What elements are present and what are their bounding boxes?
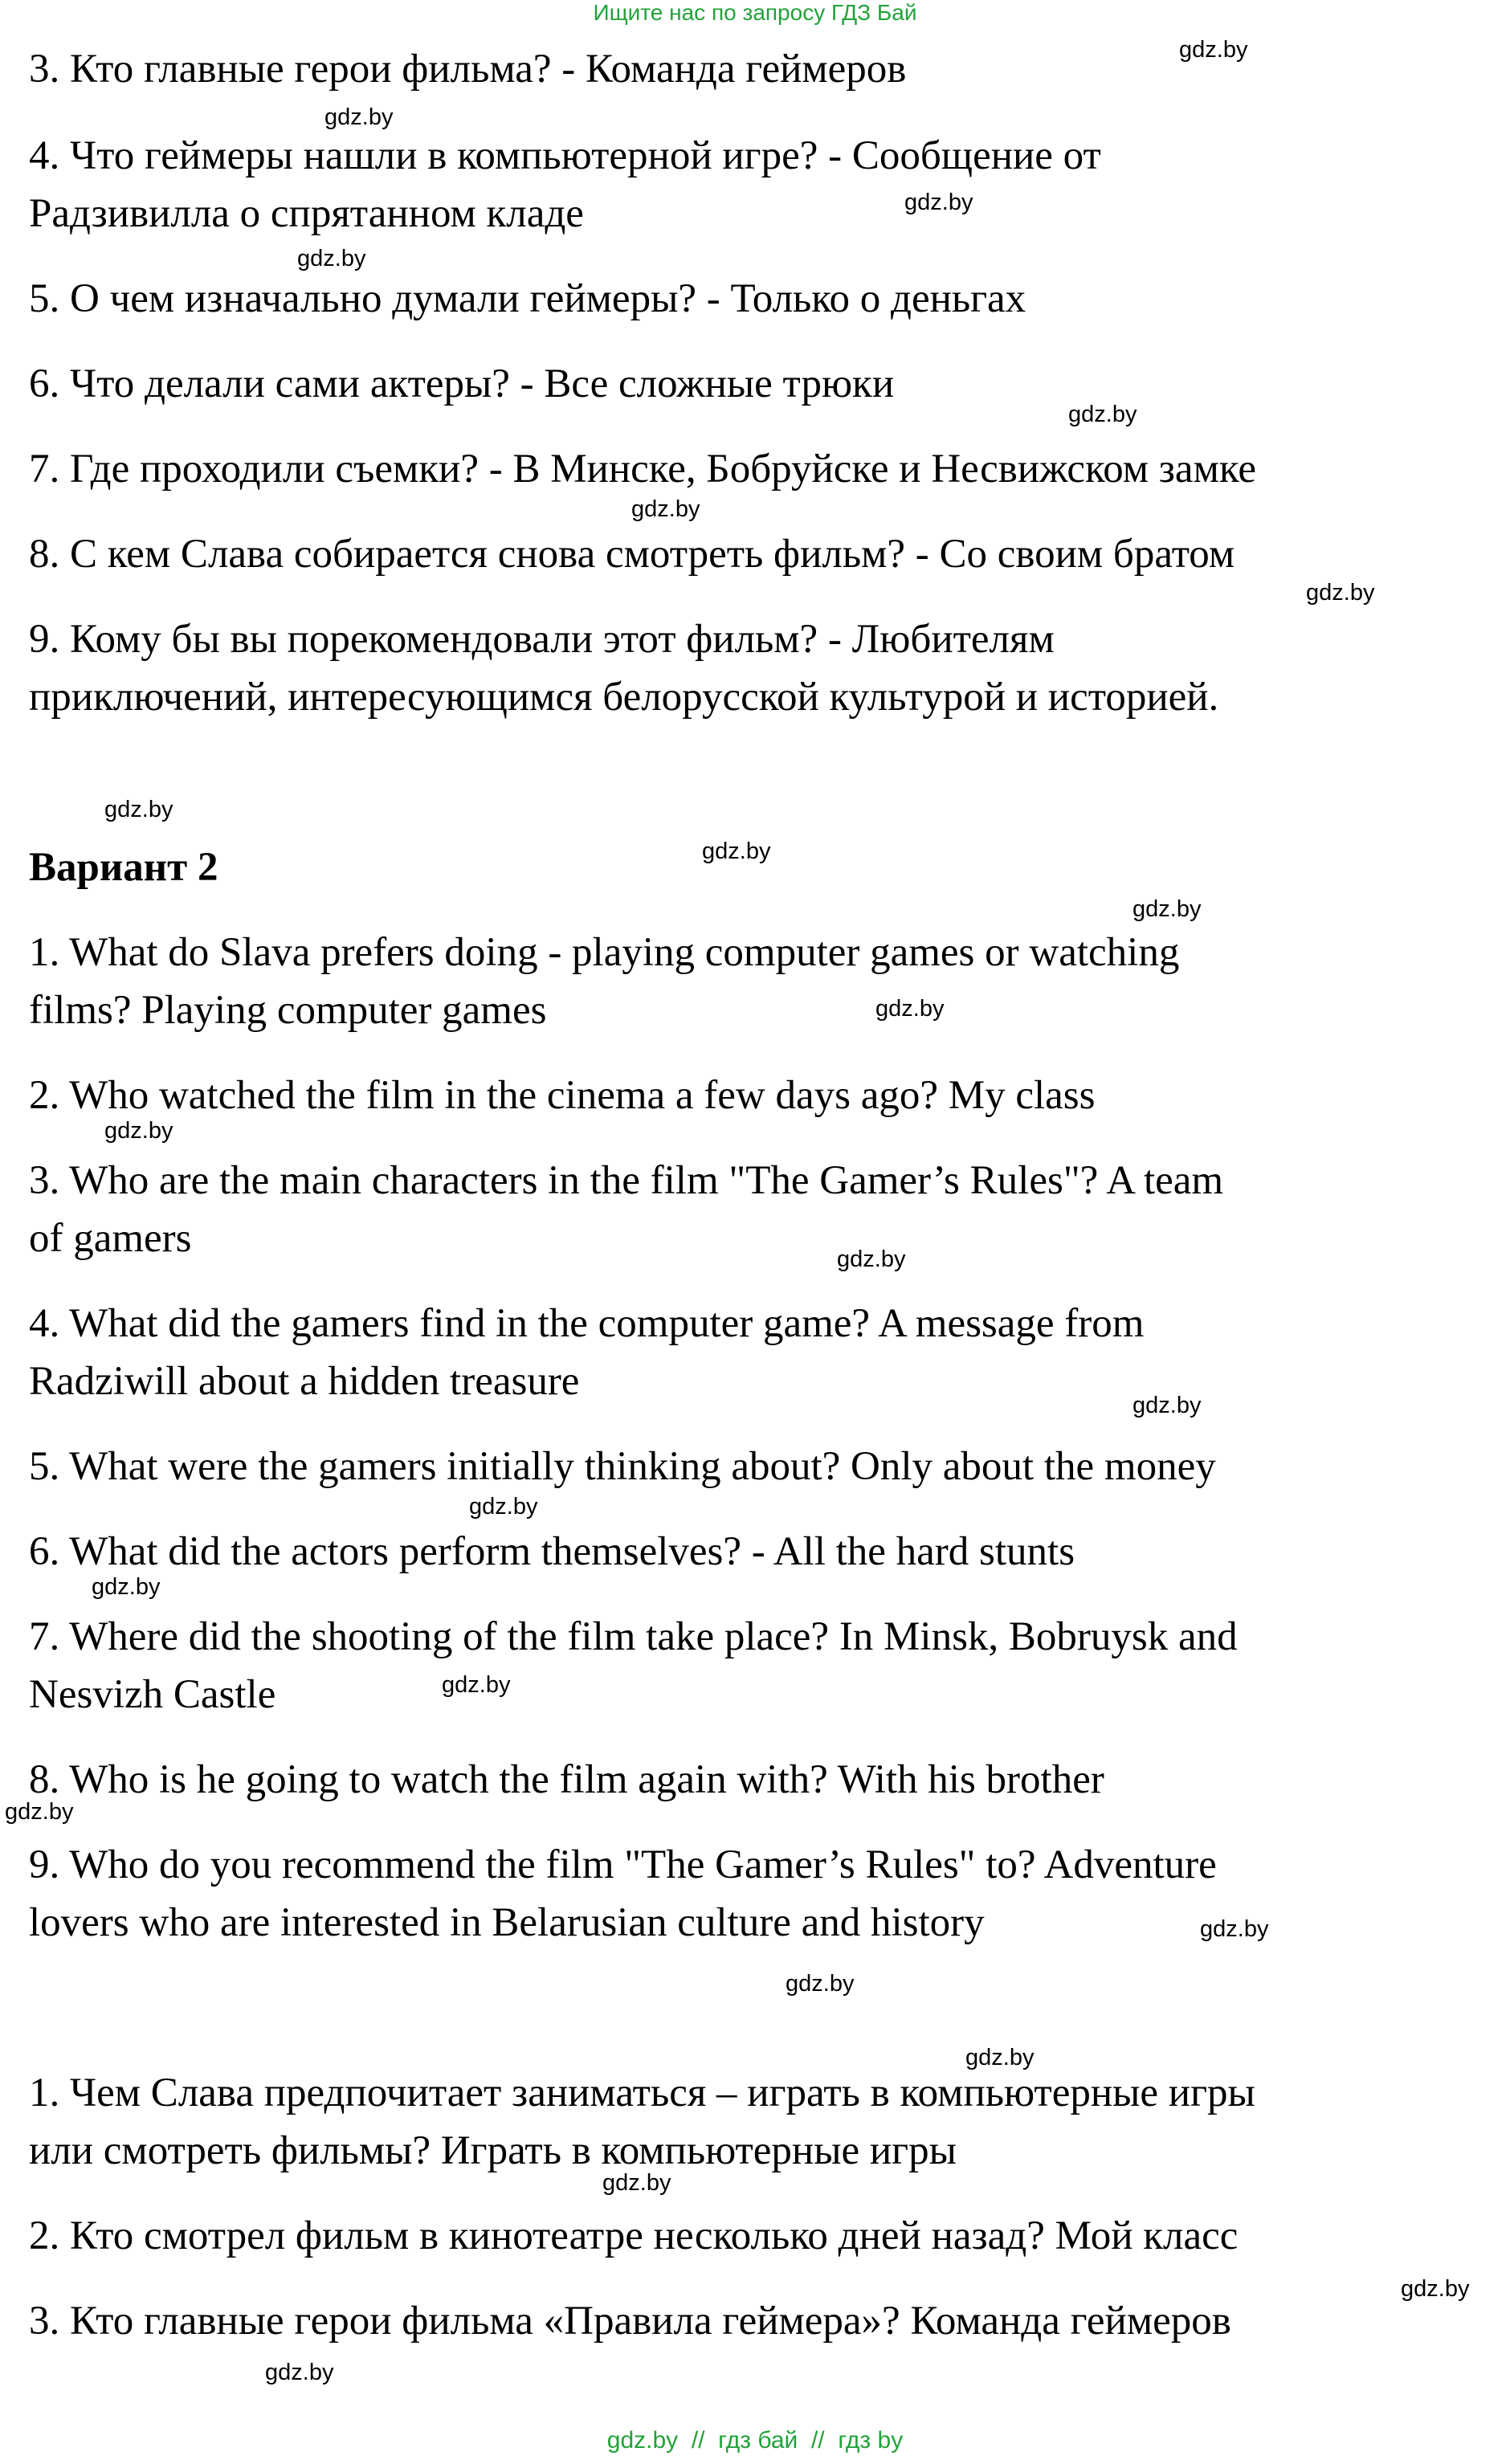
answer-line: 9. Кому бы вы порекомендовали этот фильм? - Любителям xyxy=(29,617,1055,662)
answer-line: или смотреть фильмы? Играть в компьютерные игры xyxy=(29,2128,957,2173)
watermark: gdz.by xyxy=(5,1799,74,1825)
watermark: gdz.by xyxy=(1401,2276,1470,2302)
watermark: gdz.by xyxy=(442,1672,511,1698)
answer-line: 1. Чем Слава предпочитает заниматься – играть в компьютерные игры xyxy=(29,2070,1255,2115)
answer-line: 3. Кто главные герои фильма? - Команда геймеров xyxy=(29,47,907,92)
answer-line: 1. What do Slava prefers doing - playing computer games or watching xyxy=(29,930,1180,975)
answer-line: films? Playing computer games xyxy=(29,988,547,1033)
watermark: gdz.by xyxy=(602,2170,671,2196)
answer-line: приключений, интересующимся белорусской культурой и историей. xyxy=(29,675,1219,720)
answer-line: Nesvizh Castle xyxy=(29,1672,276,1717)
variant-heading: Вариант 2 xyxy=(29,845,218,890)
watermark: gdz.by xyxy=(92,1574,161,1600)
answer-line: 2. Кто смотрел фильм в кинотеатре несколько дней назад? Мой класс xyxy=(29,2213,1239,2258)
watermark: gdz.by xyxy=(965,2045,1035,2070)
answer-line: 3. Who are the main characters in the film "The Gamer’s Rules"? A team xyxy=(29,1158,1224,1203)
watermark: gdz.by xyxy=(297,246,366,271)
watermark: gdz.by xyxy=(1132,1393,1202,1418)
watermark: gdz.by xyxy=(702,838,771,864)
answer-line: 6. Что делали сами актеры? - Все сложные трюки xyxy=(29,361,895,406)
answer-line: 8. С кем Слава собирается снова смотреть фильм? - Со своим братом xyxy=(29,532,1235,577)
answer-line: 7. Где проходили съемки? - В Минске, Бобруйске и Несвижском замке xyxy=(29,447,1256,492)
watermark: gdz.by xyxy=(324,104,394,130)
watermark: gdz.by xyxy=(265,2360,334,2385)
answer-line: 4. Что геймеры нашли в компьютерной игре? - Сообщение от xyxy=(29,133,1101,178)
answer-line: lovers who are interested in Belarusian culture and history xyxy=(29,1900,985,1945)
watermark: gdz.by xyxy=(837,1246,906,1272)
answer-line: Radziwill about a hidden treasure xyxy=(29,1359,580,1404)
top-banner: Ищите нас по запросу ГДЗ Бай xyxy=(593,0,917,25)
answer-line: of gamers xyxy=(29,1216,192,1261)
watermark: gdz.by xyxy=(1132,896,1202,922)
answer-line: 3. Кто главные герои фильма «Правила геймера»? Команда геймеров xyxy=(29,2299,1231,2344)
watermark: gdz.by xyxy=(1179,37,1248,63)
watermark: gdz.by xyxy=(104,797,173,822)
answer-line: 6. What did the actors perform themselves? - All the hard stunts xyxy=(29,1529,1075,1574)
answer-line: 2. Who watched the film in the cinema a few days ago? My class xyxy=(29,1073,1096,1118)
watermark: gdz.by xyxy=(1068,402,1137,427)
answer-line: 5. О чем изначально думали геймеры? - Только о деньгах xyxy=(29,276,1026,321)
watermark: gdz.by xyxy=(631,496,700,522)
bottom-banner: gdz.by // гдз бай // гдз by xyxy=(606,2427,904,2454)
answer-line: Радзивилла о спрятанном кладе xyxy=(29,191,584,236)
answer-line: 5. What were the gamers initially thinking about? Only about the money xyxy=(29,1444,1216,1489)
watermark: gdz.by xyxy=(1200,1916,1269,1942)
watermark: gdz.by xyxy=(875,996,945,1022)
answer-line: 8. Who is he going to watch the film again with? With his brother xyxy=(29,1757,1104,1802)
answer-line: 7. Where did the shooting of the film take place? In Minsk, Bobruysk and xyxy=(29,1614,1238,1659)
watermark: gdz.by xyxy=(469,1494,538,1520)
watermark: gdz.by xyxy=(104,1118,173,1144)
answer-line: 4. What did the gamers find in the computer game? A message from xyxy=(29,1301,1145,1346)
answer-line: 9. Who do you recommend the film "The Gamer’s Rules" to? Adventure xyxy=(29,1842,1217,1887)
watermark: gdz.by xyxy=(904,190,973,215)
watermark: gdz.by xyxy=(786,1971,855,1997)
watermark: gdz.by xyxy=(1306,580,1375,606)
